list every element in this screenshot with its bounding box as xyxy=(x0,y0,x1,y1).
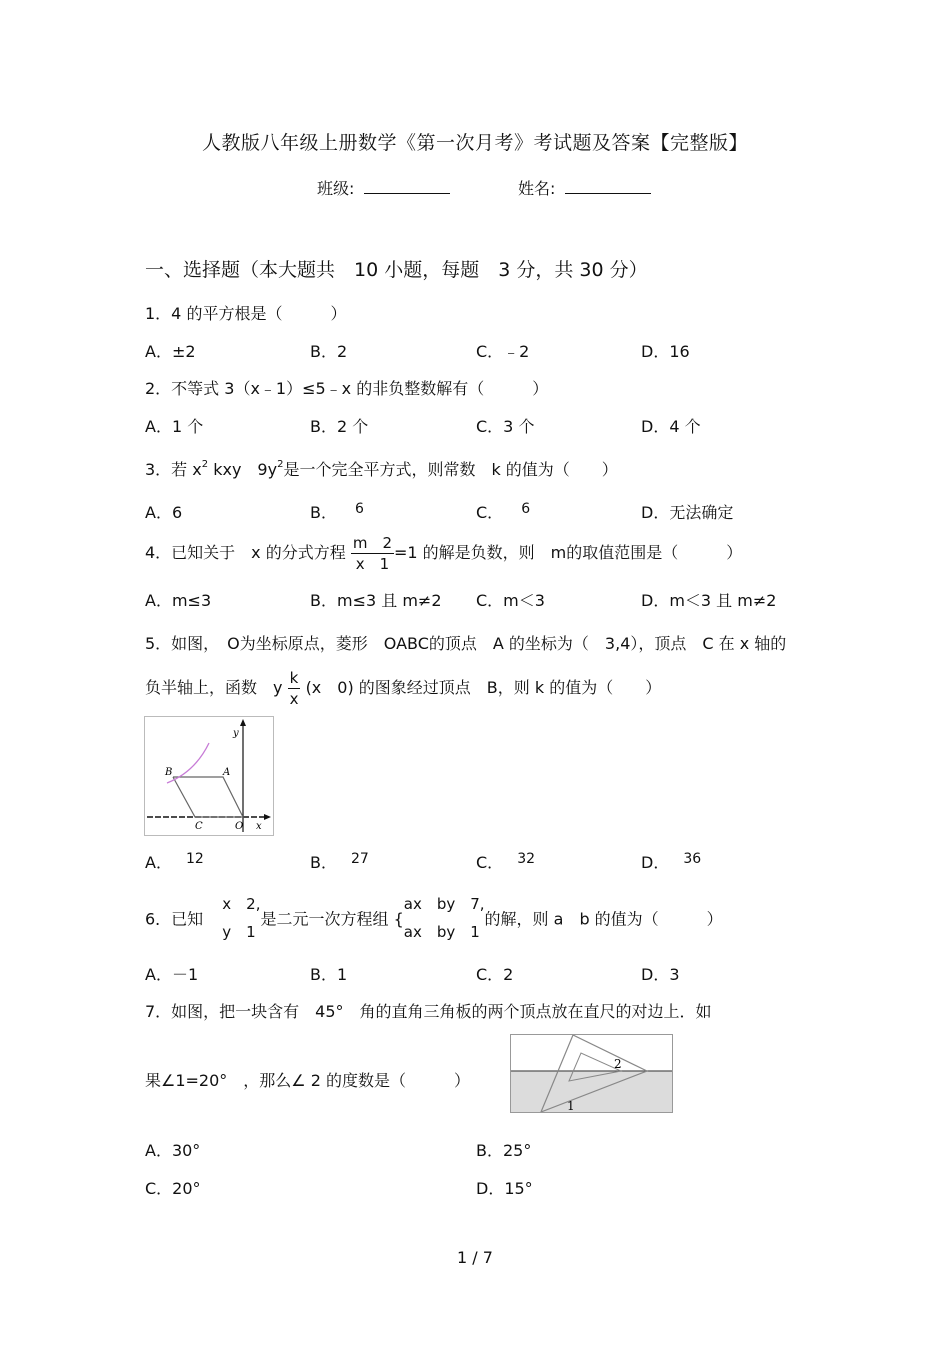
q5-figure xyxy=(144,716,274,836)
q5-option-d xyxy=(641,850,701,873)
q1-option-b: B．2 xyxy=(310,342,348,361)
q1-option-c: C．﹣2 xyxy=(476,342,530,361)
q3-option-c xyxy=(476,500,530,523)
ruler-triangle-drawing xyxy=(511,1035,672,1112)
q5-a-value: 12 xyxy=(185,851,204,867)
q3-option-a: A．6 xyxy=(145,503,183,522)
q6-mid: 是二元一次方程组 { xyxy=(260,909,404,929)
q5-a-label: A． xyxy=(145,853,172,872)
q4-fraction xyxy=(351,533,394,574)
q4-numerator: m 2 xyxy=(352,534,392,552)
q6-option-c: C．2 xyxy=(476,965,514,984)
question-7-line-1: 7．如图，把一块含有 45° 角的直角三角板的两个顶点放在直尺的对边上．如 xyxy=(145,1002,712,1021)
q2-option-c: C．3 个 xyxy=(476,417,535,436)
label-c: C xyxy=(195,821,203,832)
q1-option-a: A．±2 xyxy=(145,342,196,361)
q6-option-a: A．－1 xyxy=(145,965,199,984)
name-blank[interactable] xyxy=(565,179,651,194)
q3-b-value: 6 xyxy=(354,501,364,517)
page-number: 1 / 7 xyxy=(457,1248,493,1267)
q4-option-c: C．m＜3 xyxy=(476,591,545,610)
q5-fraction xyxy=(288,668,301,709)
document-title: 人教版八年级上册数学《第一次月考》考试题及答案【完整版】 xyxy=(201,132,748,154)
question-5-line-2 xyxy=(145,668,661,709)
q6-option-d: D．3 xyxy=(641,965,680,984)
q4-option-b: B．m≤3 且 m≠2 xyxy=(310,591,442,610)
q2-option-d: D．4 个 xyxy=(641,417,701,436)
q5-option-b xyxy=(310,850,369,873)
q6-equation-1: ax by 7, xyxy=(403,895,485,913)
section-heading: 一、选择题（本大题共 10 小题，每题 3 分，共 30 分） xyxy=(145,259,648,281)
label-a: A xyxy=(223,767,231,778)
question-1-stem: 1．4 的平方根是（ ） xyxy=(145,304,347,323)
q6-equation-2: ax by 1 xyxy=(403,923,480,941)
label-o: O xyxy=(235,821,244,832)
rhombus-oabc xyxy=(173,777,243,817)
q7-figure xyxy=(510,1034,673,1113)
q3-b-label: B． xyxy=(310,503,337,522)
q6-solution-y: y 1 xyxy=(222,923,256,941)
q5-d-label: D． xyxy=(641,853,670,872)
q3-mid: kxy 9y xyxy=(208,460,278,479)
q3-option-b xyxy=(310,500,364,523)
q5-d-value: 36 xyxy=(683,851,702,867)
q1-option-d: D．16 xyxy=(641,342,690,361)
class-label: 班级: xyxy=(317,179,355,198)
q4-pre: 4．已知关于 x 的分式方程 xyxy=(145,543,346,562)
q5-numerator: k xyxy=(288,668,301,689)
angle-2-label: 2 xyxy=(614,1057,622,1071)
class-field xyxy=(317,176,450,199)
question-2-stem: 2．不等式 3（x﹣1）≤5﹣x 的非负整数解有（ ） xyxy=(145,379,549,398)
q5-option-c xyxy=(476,850,535,873)
q6-option-b: B．1 xyxy=(310,965,348,984)
q7-option-a: A．30° xyxy=(145,1141,201,1160)
q3-c-value: 6 xyxy=(521,501,531,517)
q7-option-d: D．15° xyxy=(476,1179,533,1198)
q3-sup-2: 2 xyxy=(277,459,284,470)
q6-solution-x: x 2, xyxy=(222,895,261,913)
q2-option-b: B．2 个 xyxy=(310,417,369,436)
question-7-line-2: 果∠1=20° ，那么∠ 2 的度数是（ ） xyxy=(145,1071,470,1090)
q3-post: 是一个完全平方式，则常数 k 的值为（ ） xyxy=(283,460,618,479)
q2-option-a: A．1 个 xyxy=(145,417,204,436)
q3-sup-1: 2 xyxy=(201,459,209,470)
q3-option-d: D．无法确定 xyxy=(641,503,734,522)
x-axis-arrow xyxy=(264,814,271,820)
question-3-stem xyxy=(145,457,618,480)
label-x: x xyxy=(256,821,262,832)
q4-option-a: A．m≤3 xyxy=(145,591,212,610)
q5-b-label: B． xyxy=(310,853,337,872)
q6-system xyxy=(404,890,485,946)
q4-denominator: x 1 xyxy=(355,555,390,573)
q3-pre: 3．若 x xyxy=(145,460,202,479)
q5-pre: 负半轴上，函数 y xyxy=(145,678,283,697)
name-label: 姓名: xyxy=(518,179,556,198)
q5-denominator: x xyxy=(289,690,299,708)
q6-post: 的解，则 a b 的值为（ ） xyxy=(484,909,723,929)
q7-option-b: B．25° xyxy=(476,1141,532,1160)
question-4-stem xyxy=(145,533,742,574)
rhombus-graph xyxy=(145,717,273,835)
y-axis-arrow xyxy=(240,719,246,726)
label-b: B xyxy=(165,767,173,778)
angle-1-label: 1 xyxy=(567,1099,575,1112)
q6-solution xyxy=(222,890,260,946)
q4-option-d: D．m＜3 且 m≠2 xyxy=(641,591,777,610)
q5-option-a xyxy=(145,850,204,873)
class-blank[interactable] xyxy=(364,179,450,194)
question-5-line-1: 5．如图， O为坐标原点，菱形 OABC的顶点 A 的坐标为（ 3,4），顶点 C 在 x 轴的 xyxy=(145,634,787,653)
q5-b-value: 27 xyxy=(350,851,369,867)
q5-c-label: C． xyxy=(476,853,504,872)
name-field xyxy=(518,176,651,199)
q5-post: (x 0) 的图象经过顶点 B，则 k 的值为（ ） xyxy=(305,678,662,697)
q3-c-label: C． xyxy=(476,503,504,522)
q5-c-value: 32 xyxy=(517,851,536,867)
q4-post: =1 的解是负数，则 m的取值范围是（ ） xyxy=(394,543,743,562)
question-6-stem xyxy=(145,890,723,946)
q7-option-c: C．20° xyxy=(145,1179,201,1198)
q6-pre: 6．已知 xyxy=(145,909,204,929)
label-y: y xyxy=(233,728,239,739)
